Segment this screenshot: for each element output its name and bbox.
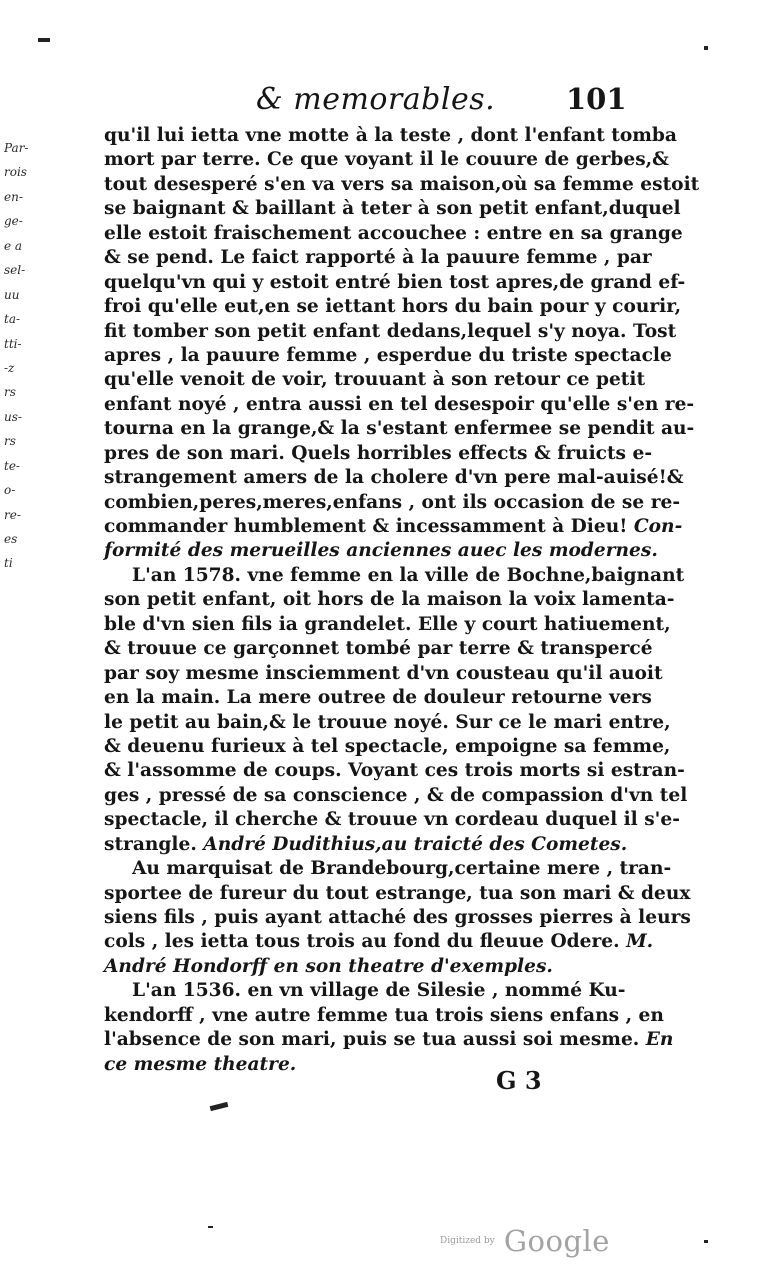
text-line [104, 320, 677, 344]
text-line [104, 1028, 674, 1052]
italic-citation: En [645, 1029, 674, 1051]
text-line [104, 979, 626, 1003]
text-segment: combien,peres,meres,enfans , ont ils occasion de se re- [104, 491, 681, 513]
italic-citation: André Dudithius,au traicté des Cometes. [203, 833, 628, 855]
text-segment: sportee de fureur du tout estrange, tua son mari & deux [104, 882, 691, 904]
text-segment: & deuenu furieux à tel spectacle, empoigne sa femme, [104, 735, 671, 757]
text-line [104, 393, 695, 417]
text-line [104, 515, 683, 539]
paragraph [104, 564, 688, 857]
text-segment: & trouue ce garçonnet tombé par terre & transpercé [104, 638, 653, 660]
text-segment: en la main. La mere outree de douleur retourne vers [104, 687, 652, 709]
margin-note: -z [4, 360, 15, 375]
text-segment: apres , la pauure femme , esperdue du triste spectacle [104, 344, 672, 366]
text-line [104, 906, 691, 930]
text-line [104, 466, 684, 490]
text-segment: ble d'vn sien fils ia grandelet. Elle y court hatiuement, [104, 613, 671, 635]
text-line [104, 344, 672, 368]
margin-note: es [4, 532, 18, 546]
text-segment: L'an 1578. vne femme en la ville de Bochne,baignant [132, 564, 685, 586]
text-segment: le petit au bain,& le trouue noyé. Sur ce le mari entre, [104, 711, 671, 733]
margin-note: sel- [4, 263, 26, 278]
text-segment: fit tomber son petit enfant dedans,lequel s'y noya. Tost [104, 320, 677, 342]
margin-note: re- [4, 507, 21, 522]
margin-note: rois [4, 165, 27, 180]
ink-mark [704, 1240, 708, 1243]
text-line [104, 173, 700, 197]
signature-mark: G 3 [496, 1066, 542, 1095]
text-segment: spectacle, il cherche & trouue vn cordeau duquel il s'e- [104, 809, 680, 831]
margin-note: e a [4, 238, 23, 253]
text-line [104, 711, 671, 735]
margin-note: uu [4, 287, 20, 302]
text-segment: l'absence de son mari, puis se tua aussi soi mesme. [104, 1029, 646, 1051]
text-segment: son petit enfant, oit hors de la maison la voix lamenta- [104, 589, 675, 611]
text-segment: tout desesperé s'en va vers sa maison,où sa femme estoit [104, 173, 700, 195]
text-segment: kendorff , vne autre femme tua trois siens enfans , en [104, 1004, 664, 1026]
google-logo: Google [503, 1224, 610, 1258]
text-line [104, 368, 646, 392]
margin-note: te- [4, 458, 20, 473]
text-segment: mort par terre. Ce que voyant il le couure de gerbes,& [104, 149, 669, 171]
ink-mark [704, 46, 708, 50]
text-line [104, 491, 681, 515]
body-text [104, 124, 700, 1077]
paragraph [104, 979, 674, 1077]
text-line [104, 662, 663, 686]
text-segment: pres de son mari. Quels horribles effects & fruicts e- [104, 442, 653, 464]
text-line [104, 539, 658, 563]
text-line [104, 124, 677, 148]
margin-note: ti [4, 556, 13, 571]
text-segment: ges , pressé de sa conscience , & de compassion d'vn tel [104, 784, 688, 806]
text-segment: & se pend. Le faict rapporté à la pauure femme , par [104, 247, 652, 269]
text-segment: enfant noyé , entra aussi en tel desespoir qu'elle s'en re- [104, 393, 695, 415]
text-line [104, 222, 683, 246]
text-segment: commander humblement & incessamment à Dieu! [104, 516, 634, 537]
text-segment: elle estoit fraischement accouchee : entre en sa grange [104, 222, 683, 244]
text-segment: froi qu'elle eut,en se iettant hors du bain pour y courir, [104, 296, 682, 318]
text-segment: tourna en la grange,& la s'estant enfermee se pendit au- [104, 418, 695, 440]
ink-mark [38, 38, 50, 42]
running-head [0, 82, 767, 122]
text-line [104, 613, 671, 637]
text-line [104, 735, 671, 759]
margin-note: rs [4, 385, 16, 400]
margin-note: ge- [4, 214, 23, 229]
text-segment: qu'il lui ietta vne motte à la teste , dont l'enfant tomba [104, 125, 677, 146]
text-line [104, 271, 686, 295]
digitized-watermark [440, 1224, 610, 1258]
margin-note: o- [4, 483, 16, 498]
text-line [104, 930, 654, 954]
text-segment: & l'assomme de coups. Voyant ces trois morts si estran- [104, 760, 685, 782]
text-segment: Au marquisat de Brandebourg,certaine mere , tran- [132, 858, 672, 880]
text-line [104, 759, 685, 783]
text-segment: par soy mesme insciemment d'vn cousteau qu'il auoit [104, 662, 663, 684]
text-segment: siens fils , puis ayant attaché des grosses pierres à leurs [104, 907, 691, 928]
text-segment: strangement amers de la cholere d'vn pere mal-auisé!& [104, 467, 684, 489]
text-line [104, 1004, 664, 1028]
margin-note: rs [4, 434, 16, 449]
text-line [104, 295, 682, 319]
text-segment: strangle. [104, 833, 204, 855]
italic-citation: formité des merueilles anciennes auec les modernes. [104, 540, 658, 562]
text-line [104, 442, 653, 466]
italic-citation: ce mesme theatre. [104, 1053, 297, 1075]
text-line [104, 588, 675, 612]
text-line [104, 686, 652, 710]
text-line [104, 857, 672, 881]
cropped-margin-notes [4, 136, 34, 576]
text-line [104, 197, 681, 221]
paragraph [104, 857, 691, 979]
text-line [104, 808, 680, 832]
text-line [104, 637, 653, 661]
margin-note: en- [4, 189, 23, 204]
page-number: 101 [566, 82, 627, 116]
italic-citation: André Hondorff en son theatre d'exemples. [104, 955, 553, 977]
margin-note: Par- [4, 141, 29, 155]
italic-citation: M. [626, 931, 654, 953]
text-line [104, 564, 685, 588]
text-line [104, 784, 688, 808]
ink-mark [208, 1226, 213, 1228]
paragraph [104, 124, 700, 564]
margin-note: tti- [4, 336, 22, 351]
text-line [104, 148, 669, 172]
text-segment: qu'elle venoit de voir, trouuant à son retour ce petit [104, 369, 646, 391]
text-segment: se baignant & baillant à teter à son petit enfant,duquel [104, 198, 681, 220]
text-segment: L'an 1536. en vn village de Silesie , nommé Ku- [132, 980, 626, 1002]
text-line [104, 246, 652, 270]
digitized-prefix: Digitized by [440, 1236, 495, 1246]
running-head-title: & memorables. [256, 82, 496, 117]
text-line [104, 417, 695, 441]
italic-citation: Con- [633, 516, 683, 537]
text-segment: cols , les ietta tous trois au fond du fleuue Odere. [104, 931, 627, 953]
margin-note: ta- [4, 312, 21, 327]
text-line [104, 833, 628, 857]
text-line [104, 882, 691, 906]
text-segment: quelqu'vn qui y estoit entré bien tost apres,de grand ef- [104, 271, 686, 293]
ink-mark [210, 1102, 229, 1111]
margin-note: us- [4, 409, 22, 424]
text-line [104, 955, 616, 979]
